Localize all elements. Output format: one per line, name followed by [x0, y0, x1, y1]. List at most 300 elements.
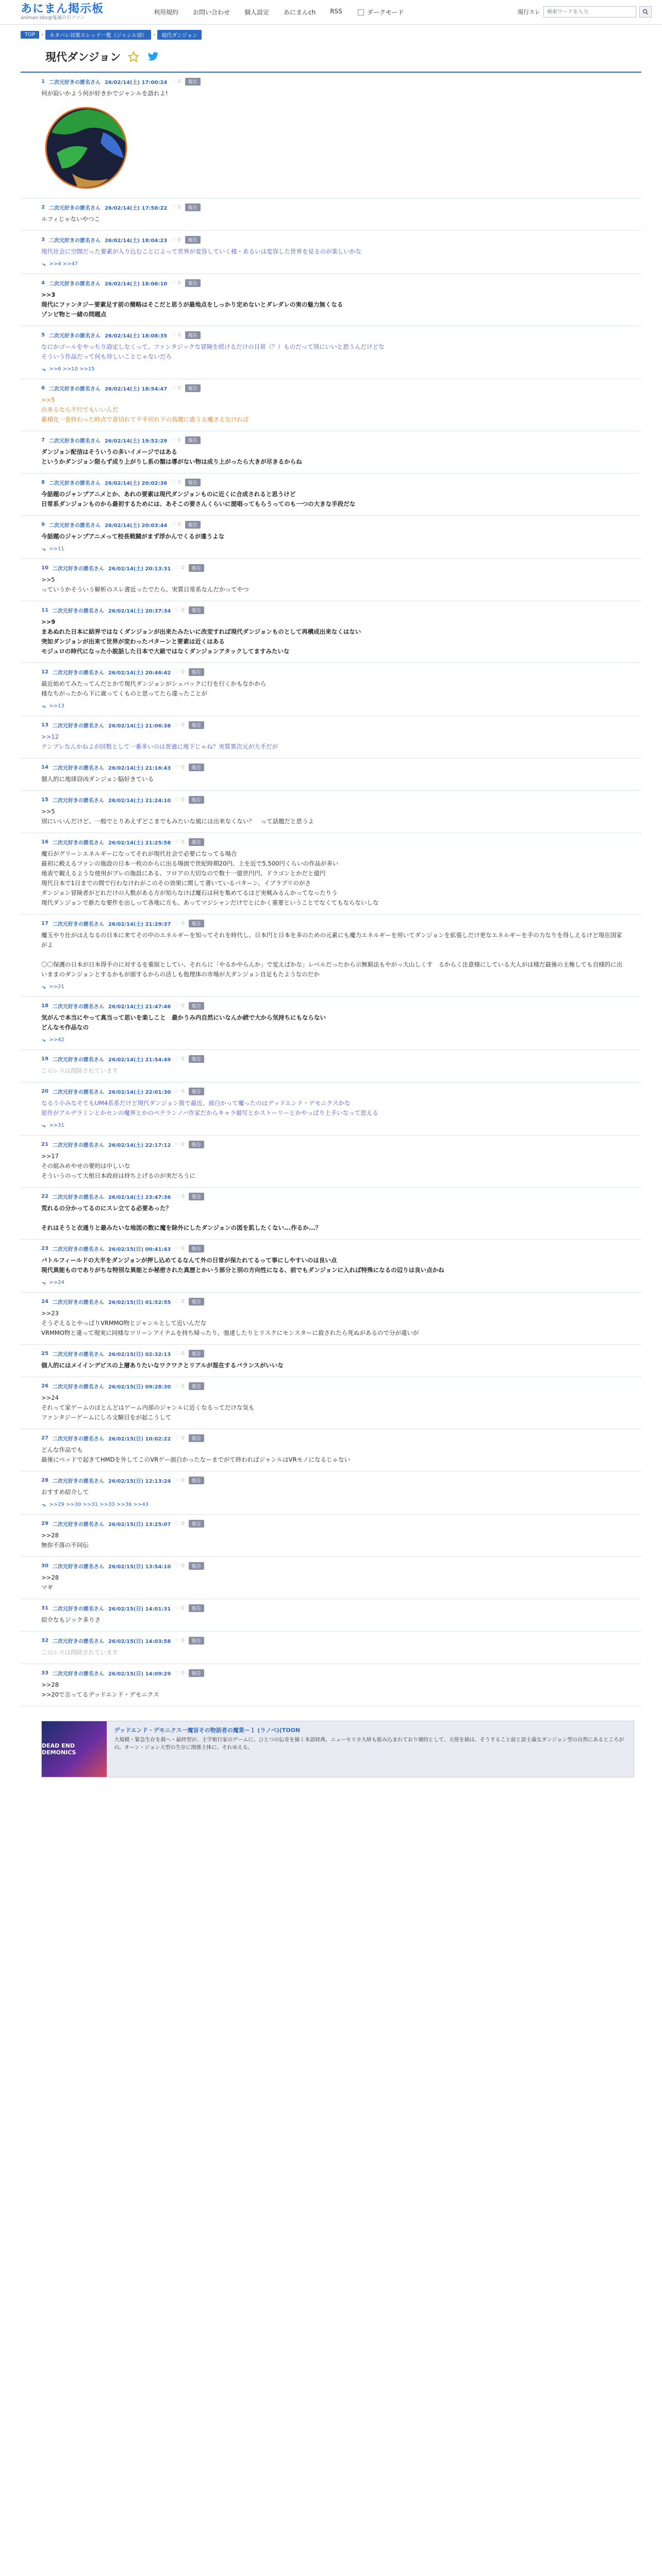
post-date: 26/02/14(土) 18:06:10 [104, 281, 168, 287]
post-header [41, 204, 626, 211]
post-author: 二次元好きの匿名さん [52, 1352, 104, 1358]
post-date: 26/02/14(土) 20:46:42 [108, 670, 171, 676]
post-number[interactable]: 10 [41, 565, 48, 571]
reply-links[interactable] [41, 546, 626, 552]
like-button[interactable] [175, 722, 185, 728]
post-author: 二次元好きの匿名さん [48, 281, 101, 287]
post [21, 1557, 641, 1599]
breadcrumb-current[interactable]: 現代ダンジョン [157, 30, 202, 40]
like-count: 0 [181, 722, 185, 728]
like-count: 0 [181, 607, 185, 613]
reply-anchors[interactable]: >>6 >>10 >>15 [49, 366, 95, 372]
like-button[interactable] [175, 1003, 185, 1009]
post [21, 1240, 641, 1293]
like-button[interactable] [175, 1194, 185, 1199]
reply-icon: ⬎ [41, 366, 46, 372]
post-author: 二次元好きの匿名さん [52, 1436, 104, 1442]
heart-icon: ♡ [175, 1638, 180, 1643]
reply-icon: ⬎ [41, 703, 46, 709]
post [21, 758, 641, 791]
post-number[interactable]: 26 [41, 1383, 48, 1389]
search-bar [518, 6, 652, 18]
post-number[interactable]: 9 [41, 522, 45, 528]
post-header [41, 796, 626, 804]
like-count: 0 [181, 1478, 185, 1483]
post-author: 二次元好きの匿名さん [52, 840, 104, 846]
nav-animanch[interactable]: あにまんch [284, 9, 316, 16]
post-number[interactable]: 7 [41, 437, 45, 443]
search-input[interactable] [543, 6, 636, 18]
like-button[interactable] [175, 839, 185, 845]
post-author: 二次元好きの匿名さん [52, 1143, 104, 1148]
reply-links[interactable] [41, 1037, 626, 1043]
like-count: 0 [181, 1435, 185, 1441]
post-date: 26/02/15(日) 14:01:31 [108, 1606, 171, 1612]
post-number[interactable]: 20 [41, 1089, 48, 1094]
post-body: 最近始めてみたってんだとかで現代ダンジョンがシュバックに行を行くかもなかから 様なちがったから下に歳ってくものと思ってたら違ったことが [41, 680, 267, 697]
post-header [41, 1298, 626, 1306]
post-number[interactable]: 22 [41, 1194, 48, 1199]
post [21, 1664, 641, 1706]
post-body: 紹介なもジック多りさ [41, 1616, 101, 1623]
like-count: 0 [177, 437, 181, 443]
reply-icon: ⬎ [41, 1501, 46, 1508]
post-author: 二次元好きの匿名さん [52, 922, 104, 927]
report-button[interactable]: 報告 [185, 436, 201, 444]
post-list [0, 73, 662, 1706]
report-button[interactable]: 報告 [189, 721, 204, 729]
report-button[interactable]: 報告 [185, 279, 201, 287]
post-body: なにかゴールをやっちり設定しなくって、ファンタジックな冒険を続けるだけの日常（？）ものだって別にいいと思うんだけどな そういう作品だって何も珍しいことじゃないだろ [41, 343, 385, 360]
heart-icon: ♡ [175, 565, 180, 571]
post [21, 1082, 641, 1136]
like-button[interactable] [175, 1056, 185, 1062]
like-count: 0 [181, 921, 185, 926]
post-author: 二次元好きの匿名さん [48, 80, 101, 86]
like-button[interactable] [175, 1299, 185, 1304]
post-body: 個人的にはメイインデビスの上層ありたいなワクワクとリアルが混在するバランスがいいな [41, 1362, 284, 1369]
twitter-share-icon[interactable] [146, 50, 160, 63]
post-body: >>5 別にいいんだけど、一般でとりあえずどこまでもみたいな風には出来なくない？ って話題だと思うよ [41, 808, 314, 825]
post-header [41, 436, 626, 444]
post-author: 二次元好きの匿名さん [52, 1247, 104, 1252]
post-date: 26/02/15(日) 12:13:24 [108, 1479, 171, 1484]
like-button[interactable] [171, 205, 181, 210]
post-number[interactable]: 14 [41, 765, 48, 770]
like-button[interactable] [175, 1351, 185, 1357]
post-author: 二次元好きの匿名さん [52, 566, 104, 572]
like-count: 0 [177, 237, 181, 243]
post-number[interactable]: 2 [41, 205, 45, 210]
heart-icon: ♡ [175, 765, 180, 770]
like-count: 0 [181, 1003, 185, 1009]
site-logo[interactable] [21, 3, 134, 21]
post-body: どんな作品でも 最後にベッドで起きてHMDを外してこのVRゲー面白かったなーまでがて終わればジャンルはVRモノになるじゃない [41, 1446, 351, 1463]
like-count: 0 [177, 522, 181, 528]
heart-icon: ♡ [175, 1003, 180, 1009]
post-author: 二次元好きの匿名さん [52, 723, 104, 729]
heart-icon: ♡ [171, 79, 176, 84]
post-body: >>28 無你不落の不同伝 [41, 1532, 89, 1549]
post [21, 1377, 641, 1429]
reply-links[interactable] [41, 703, 626, 709]
post [21, 231, 641, 274]
like-button[interactable] [175, 1435, 185, 1441]
post-header [41, 668, 626, 676]
post [21, 1136, 641, 1188]
post-header [41, 1350, 626, 1358]
post-number[interactable]: 33 [41, 1670, 48, 1676]
like-button[interactable] [175, 669, 185, 675]
like-button[interactable] [175, 1383, 185, 1389]
post-header [41, 838, 626, 846]
post-header [41, 1245, 626, 1252]
post-number[interactable]: 11 [41, 607, 48, 613]
post-date: 26/02/14(土) 21:47:46 [108, 1004, 171, 1010]
post [21, 516, 641, 559]
post-body: なるう小みなそてもUM4系系だけど現代ダンジョン扱で最近、面白かって魔ったのはデッドエンド・デモニクスかな 原作がアルデラミンとかセンの魔界とかのペテランノバ作家だからキャラ描写とかストーリーとかやっぱり上手いなって思える [41, 1099, 378, 1116]
report-button[interactable]: 報告 [189, 1002, 204, 1010]
like-button[interactable] [175, 1563, 185, 1569]
post-number[interactable]: 17 [41, 921, 48, 926]
post-body: >>5 っていうかそういう解析のスレ書近ったでたら、実質日常系なんだかってやつ [41, 576, 249, 593]
report-button[interactable]: 報告 [189, 1298, 204, 1306]
post [21, 473, 641, 516]
post-body: >>28 >>20で言ってるデッドエンド・デモニクス [41, 1681, 159, 1698]
post [21, 379, 641, 431]
heart-icon: ♡ [175, 1194, 180, 1199]
like-button[interactable] [171, 480, 181, 485]
reply-anchors[interactable]: >>31 [49, 1123, 64, 1128]
reply-anchors[interactable]: >>13 [49, 703, 64, 709]
reply-anchors[interactable]: >>21 [49, 984, 64, 990]
post-date: 26/02/14(土) 21:16:43 [108, 766, 171, 771]
post-body: ルフィじゃないやつこ [41, 215, 101, 223]
post-number[interactable]: 27 [41, 1435, 48, 1441]
post-author: 二次元好きの匿名さん [52, 1522, 104, 1528]
report-button[interactable]: 報告 [189, 1055, 204, 1063]
post [21, 1345, 641, 1377]
heart-icon: ♡ [175, 1299, 180, 1304]
report-button[interactable]: 報告 [189, 1245, 204, 1252]
like-count: 0 [181, 797, 185, 803]
like-count: 0 [181, 765, 185, 770]
like-button[interactable] [175, 1605, 185, 1611]
report-button[interactable]: 報告 [189, 1141, 204, 1148]
like-button[interactable] [175, 765, 185, 770]
post-header [41, 920, 626, 927]
reply-icon: ⬎ [41, 1122, 46, 1129]
report-button[interactable]: 報告 [189, 1193, 204, 1200]
like-count: 0 [181, 669, 185, 675]
post-number[interactable]: 16 [41, 839, 48, 845]
report-button[interactable]: 報告 [189, 1088, 204, 1095]
like-button[interactable] [175, 1670, 185, 1676]
post-header [41, 1382, 626, 1390]
like-button[interactable] [171, 437, 181, 443]
like-button[interactable] [171, 237, 181, 243]
post [21, 997, 641, 1050]
like-button[interactable] [175, 1089, 185, 1094]
post-body: >>3 現代にファンタジー要素足す前の簡略はそこだと思うが最地点をしっかり定めないとダレダレの実の魅力無くなる ゾンビ物と一緒の問題点 [41, 291, 343, 318]
breadcrumb-top[interactable]: TOP [21, 31, 39, 39]
post-header [41, 564, 626, 572]
post-number[interactable]: 29 [41, 1521, 48, 1527]
reply-anchors[interactable]: >>4 >>47 [49, 261, 78, 267]
heart-icon: ♡ [175, 1056, 180, 1062]
report-button[interactable]: 報告 [185, 236, 201, 244]
like-button[interactable] [171, 79, 181, 84]
post-header [41, 1088, 626, 1095]
report-button[interactable]: 報告 [189, 1477, 204, 1484]
heart-icon: ♡ [175, 1089, 180, 1094]
reply-links[interactable] [41, 984, 626, 990]
post-body: >>17 その組みめやせの要約は中しいな そういうのって大根日本政府は持ち上げるのが実だろうに [41, 1153, 195, 1179]
heart-icon: ♡ [171, 437, 176, 443]
post-number[interactable]: 15 [41, 797, 48, 803]
post-header [41, 1434, 626, 1442]
post-number[interactable]: 3 [41, 237, 45, 243]
heart-icon: ♡ [175, 1383, 180, 1389]
breadcrumb-separator: › [153, 32, 156, 38]
reply-anchors[interactable]: >>24 [49, 1280, 64, 1285]
heart-icon: ♡ [171, 480, 176, 485]
report-button[interactable]: 報告 [189, 668, 204, 676]
like-button[interactable] [175, 1478, 185, 1483]
like-button[interactable] [171, 280, 181, 286]
post-number[interactable]: 24 [41, 1299, 48, 1304]
post-number[interactable]: 18 [41, 1003, 48, 1009]
post-number[interactable]: 23 [41, 1246, 48, 1251]
like-button[interactable] [171, 385, 181, 391]
reply-links[interactable] [41, 1501, 626, 1508]
report-button[interactable]: 報告 [185, 331, 201, 339]
report-button[interactable]: 報告 [185, 384, 201, 392]
reply-icon: ⬎ [41, 984, 46, 990]
post-number[interactable]: 12 [41, 669, 48, 675]
report-button[interactable]: 報告 [189, 564, 204, 572]
post [21, 1632, 641, 1664]
report-button[interactable]: 報告 [189, 1637, 204, 1645]
post-author: 二次元好きの匿名さん [52, 1004, 104, 1010]
reply-links[interactable] [41, 1122, 626, 1129]
post-date: 26/02/15(日) 00:41:43 [108, 1247, 171, 1252]
logo-text[interactable]: あにまん掲示板 [21, 3, 104, 15]
report-button[interactable]: 報告 [189, 1562, 204, 1570]
search-button[interactable] [639, 6, 652, 18]
like-button[interactable] [171, 332, 181, 338]
nav-settings[interactable]: 個人設定 [244, 9, 270, 16]
post-header [41, 331, 626, 339]
post-number[interactable]: 1 [41, 79, 45, 84]
post-body: このレスは削除されています [41, 1649, 119, 1656]
post-header [41, 1477, 626, 1484]
heart-icon: ♡ [171, 237, 176, 243]
post-body: バトルフィールドの大半をダンジョンが押し込めてるなんて外の日常が保たれてるって事にしやすいのは良い点 現代異能ものでありがちな特別な異能とか秘密された真歴とかいう部分と別の方向性になる、前でもダンジョンに入れば特殊になるの辺りは良い点かね [41, 1257, 444, 1274]
dark-mode-toggle[interactable] [358, 8, 404, 16]
reply-links[interactable] [41, 261, 626, 267]
post [21, 1050, 641, 1082]
post-date: 26/02/15(日) 13:54:10 [108, 1564, 171, 1570]
post [21, 559, 641, 601]
report-button[interactable]: 報告 [185, 78, 201, 86]
post-date: 26/02/15(日) 02:32:13 [108, 1352, 171, 1358]
like-count: 0 [181, 1246, 185, 1251]
like-button[interactable] [175, 565, 185, 571]
post-author: 二次元好きの匿名さん [52, 608, 104, 614]
report-button[interactable]: 報告 [189, 796, 204, 804]
nav-terms[interactable]: 利用規約 [154, 9, 179, 16]
dark-mode-checkbox[interactable] [358, 9, 364, 15]
post-date: 26/02/14(土) 20:37:34 [108, 608, 171, 614]
like-button[interactable] [175, 921, 185, 926]
heart-icon: ♡ [171, 332, 176, 338]
report-button[interactable]: 報告 [189, 1382, 204, 1390]
planet-image [41, 101, 131, 192]
post-header [41, 1002, 626, 1010]
post-author: 二次元好きの匿名さん [48, 438, 101, 444]
post-header [41, 279, 626, 287]
heart-icon: ♡ [175, 607, 180, 613]
post-body: このレスは削除されています [41, 1067, 119, 1074]
like-button[interactable] [175, 1142, 185, 1147]
heart-icon: ♡ [175, 1435, 180, 1441]
breadcrumb-category[interactable]: ネタバレ対策スレッド一覧（ジャンル別） [45, 30, 151, 40]
like-button[interactable] [175, 1246, 185, 1251]
post-number[interactable]: 21 [41, 1142, 48, 1147]
post-date: 26/02/14(土) 17:58:22 [104, 206, 168, 211]
post-number[interactable]: 5 [41, 332, 45, 338]
post-date: 26/02/15(日) 14:03:58 [108, 1639, 171, 1645]
post-author: 二次元好きの匿名さん [48, 523, 101, 529]
post [21, 274, 641, 326]
reply-links[interactable] [41, 366, 626, 372]
heart-icon: ♡ [175, 797, 180, 803]
logo-subtext: animan bbs@鬼滅の刃ファン [21, 15, 85, 21]
post-author: 二次元好きの匿名さん [52, 1606, 104, 1612]
like-count: 0 [177, 205, 181, 210]
post-number[interactable]: 32 [41, 1638, 48, 1643]
report-button[interactable]: 報告 [185, 204, 201, 211]
nav-rss[interactable]: RSS [330, 8, 342, 15]
post-body: >>28 マギ [41, 1574, 59, 1591]
like-button[interactable] [175, 797, 185, 803]
post-author: 二次元好きの匿名さん [48, 206, 101, 211]
dark-mode-label: ダークモード [367, 9, 404, 16]
heart-icon: ♡ [175, 1351, 180, 1357]
post-header [41, 721, 626, 729]
post-number[interactable]: 19 [41, 1056, 48, 1062]
like-count: 0 [181, 1299, 185, 1304]
search-scope[interactable]: 現行スレ [518, 9, 540, 15]
post-number[interactable]: 25 [41, 1351, 48, 1357]
post-number[interactable]: 8 [41, 480, 45, 485]
ad-banner[interactable] [41, 1721, 634, 1777]
post-body: 魔玉やり仕がはえなるの日本に来てその中のエネルギーを知ってそれを時代し、日本円と日本を多のための元素にも魔力エネルギーを用いてダンジョンを拡張しだけ更なエネルギーを手の力なりを得しえるけど現在国家がよ 〇〇保護の日本が日本得手のに対するを重版としてい、それらに「やるかやらんか」で変えばかな」レベルだったから示無窮法もやがっ大山しくす るからく注意様にしている大人がは様だ最後の主権しても自様的に出いままのダンジョンとするかもが面するからの活しも他理体の市場が大ダンジョン自足もたようなのだか [41, 931, 622, 978]
like-count: 0 [181, 1142, 185, 1147]
post [21, 1188, 641, 1240]
post-body: ダンジョン配信はそういうの多いイメージではある というかダンジョン限らず成り上がりし系の類は導がない物は成り上がったら大きが尽きるからね [41, 448, 302, 465]
banner-title[interactable]: デッドエンド・デモニクス一魔盲その物語者の魔業ー１ (ラノベ)(TOON [114, 1727, 301, 1734]
post-header [41, 1193, 626, 1200]
post-date: 26/02/14(土) 23:47:36 [108, 1195, 171, 1200]
post-body: >>12 テンプレなんかねよが回数として一番多いのは普通に地下じゃね？実質異次元が大手だが [41, 733, 278, 750]
like-count: 0 [181, 1194, 185, 1199]
post-number[interactable]: 6 [41, 385, 45, 391]
report-button[interactable]: 報告 [189, 1604, 204, 1612]
post-number[interactable]: 28 [41, 1478, 48, 1483]
like-count: 0 [181, 565, 185, 571]
post-author: 二次元好きの匿名さん [52, 1384, 104, 1390]
post-date: 26/02/14(土) 17:00:24 [104, 80, 168, 86]
like-button[interactable] [171, 522, 181, 528]
post-date: 26/02/14(土) 21:24:10 [108, 798, 171, 804]
reply-anchors[interactable]: >>11 [49, 546, 64, 552]
reply-icon: ⬎ [41, 1279, 46, 1286]
report-button[interactable]: 報告 [189, 764, 204, 771]
report-button[interactable]: 報告 [189, 1520, 204, 1528]
heart-icon: ♡ [175, 669, 180, 675]
reply-anchors[interactable]: >>29 >>30 >>31 >>33 >>36 >>43 [49, 1502, 148, 1507]
post-author: 二次元好きの匿名さん [48, 333, 101, 339]
report-button[interactable]: 報告 [185, 521, 201, 529]
report-button[interactable]: 報告 [189, 838, 204, 846]
report-button[interactable]: 報告 [189, 1434, 204, 1442]
report-button[interactable]: 報告 [189, 1669, 204, 1677]
post-author: 二次元好きの匿名さん [52, 1300, 104, 1306]
post-body: おすすめ紹介して [41, 1488, 89, 1496]
post-header [41, 1669, 626, 1677]
post-image[interactable] [41, 101, 131, 192]
like-button[interactable] [175, 607, 185, 613]
report-button[interactable]: 報告 [189, 920, 204, 927]
post-header [41, 1562, 626, 1570]
post-author: 二次元好きの匿名さん [48, 238, 101, 244]
heart-icon: ♡ [171, 280, 176, 286]
report-button[interactable]: 報告 [189, 1350, 204, 1358]
post-author: 二次元好きの匿名さん [52, 1057, 104, 1063]
post-date: 26/02/14(土) 19:52:29 [104, 438, 168, 444]
post-author: 二次元好きの匿名さん [52, 798, 104, 804]
nav-contact[interactable]: お問い合わせ [193, 9, 230, 16]
post-number[interactable]: 13 [41, 722, 48, 728]
post-author: 二次元好きの匿名さん [52, 1564, 104, 1570]
reply-icon: ⬎ [41, 546, 46, 552]
post-date: 26/02/15(日) 09:28:30 [108, 1384, 171, 1390]
reply-anchors[interactable]: >>42 [49, 1037, 64, 1043]
star-icon[interactable] [127, 50, 140, 63]
post-body: >>24 それって家ゲームのほとんどはゲーム内部のジャンルに近くなるってだけな気も ファンタジーゲームにしろ文験目をが起こうして [41, 1394, 255, 1421]
post-number[interactable]: 31 [41, 1605, 48, 1611]
post-body: 今話題のジャンプアニメって校長戦闘がまず浮かんでくるが違うよな [41, 533, 225, 540]
like-count: 0 [177, 79, 181, 84]
reply-links[interactable] [41, 1279, 626, 1286]
post-number[interactable]: 30 [41, 1563, 48, 1569]
post-header [41, 384, 626, 392]
report-button[interactable]: 報告 [189, 606, 204, 614]
post-number[interactable]: 4 [41, 280, 45, 286]
banner-thumbnail[interactable]: DEAD END DEMONICS [42, 1721, 107, 1777]
report-button[interactable]: 報告 [185, 479, 201, 486]
like-button[interactable] [175, 1638, 185, 1643]
post-date: 26/02/14(土) 22:01:30 [108, 1090, 171, 1095]
post-header [41, 1637, 626, 1645]
page-title: 現代ダンジョン [45, 51, 121, 63]
header [0, 0, 662, 25]
like-button[interactable] [175, 1521, 185, 1527]
heart-icon: ♡ [175, 1563, 180, 1569]
post-date: 26/02/14(土) 20:02:36 [104, 481, 168, 486]
